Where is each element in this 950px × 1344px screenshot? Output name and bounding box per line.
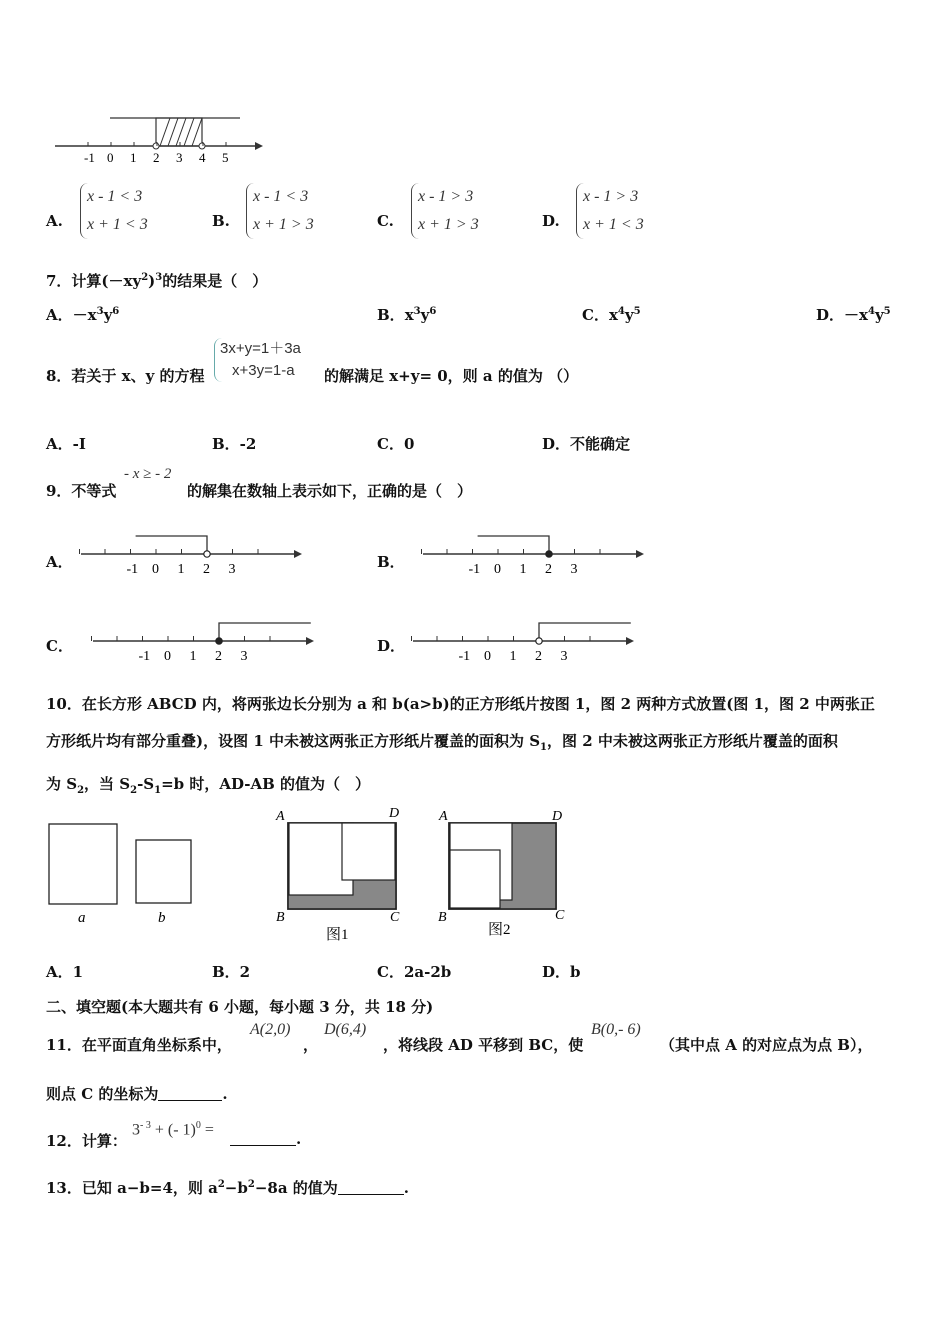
q8-stem-post: 的解满足 x+y= 0，则 a 的值为 （） (324, 367, 579, 385)
q11-stem-pre: 11．在平面直角坐标系中， (46, 1036, 232, 1054)
q9-numberline-b (418, 528, 648, 583)
tick-label: 1 (509, 649, 517, 664)
q12-stem: 12．计算： (46, 1132, 127, 1150)
q11-stem-mid: ，将线段 AD 平移到 BC，使 (383, 1036, 584, 1054)
tick-label: 2 (203, 562, 210, 577)
tick-label: -1 (458, 649, 471, 664)
q8-option-d: D．不能确定 (542, 435, 631, 453)
q6-option-system (576, 183, 644, 239)
inequality-line-2: x + 1 > 3 (253, 216, 314, 233)
tick-label: 1 (519, 562, 527, 577)
q6-option-system (80, 183, 148, 239)
tick-label: 2 (215, 649, 222, 664)
q6-option-letter: B. (212, 212, 230, 230)
axis-arrow (294, 550, 302, 558)
tick-label: 3 (176, 150, 183, 165)
fig1-label-B: B (276, 910, 285, 925)
q11-sep: ， (303, 1036, 319, 1054)
q9-numberline-a (76, 528, 306, 583)
q9-numberline-c (88, 615, 318, 670)
q9-stem-pre: 9．不等式 (46, 482, 117, 500)
q7-option-c: C．$x^4y^5$ (582, 306, 641, 324)
label-a: a (78, 910, 86, 926)
tick-label: 3 (228, 562, 236, 577)
q8-option-c: C．0 (377, 435, 415, 453)
inequality-line-1: x - 1 < 3 (253, 188, 309, 205)
fig1-caption: 图1 (326, 927, 349, 943)
tick-label: -1 (126, 562, 139, 577)
tick-label: 1 (130, 150, 137, 165)
section-2-heading: 二、填空题(本大题共有 6 小题，每小题 3 分，共 18 分) (46, 998, 434, 1016)
tick-label: 3 (560, 649, 568, 664)
axis-arrow (306, 637, 314, 645)
q9-letter-d: D． (377, 637, 406, 655)
q9-inequality: - x ≥ - 2 (124, 466, 172, 482)
fig1-label-C: C (390, 910, 400, 925)
open-dot (204, 551, 210, 557)
fig1-label-A: A (276, 809, 285, 824)
closed-dot (216, 638, 222, 644)
q13-stem: 13．已知 a−b=4，则 $a^2-b^2-8a$ 的值为 . (46, 1179, 410, 1197)
q13-answer-blank[interactable] (338, 1180, 404, 1195)
inequality-line-1: x - 1 < 3 (87, 188, 143, 205)
inequality-line-2: x + 1 > 3 (418, 216, 479, 233)
tick-label: -1 (468, 562, 481, 577)
inequality-line-1: x - 1 > 3 (583, 188, 639, 205)
q9-letter-a: A． (46, 553, 73, 571)
q8-option-a: A．-I (46, 435, 86, 453)
tick-label: 5 (222, 150, 229, 165)
tick-label: 4 (199, 150, 206, 165)
tick-label: 0 (484, 649, 491, 664)
q9-numberline-d (408, 615, 638, 670)
tick-label: 2 (535, 649, 542, 664)
tick-label: 2 (153, 150, 160, 165)
fig2-caption: 图2 (488, 922, 511, 938)
axis-arrow (626, 637, 634, 645)
top-number-line (50, 110, 265, 170)
figure-1 (275, 806, 400, 943)
tick-label: 1 (177, 562, 185, 577)
fig2-label-D: D (552, 809, 563, 824)
q10-option-d: D．b (542, 963, 581, 981)
q6-option-system (246, 183, 314, 239)
q11-line2: 则点 C 的坐标为 . (46, 1085, 228, 1103)
axis-arrow (636, 550, 644, 558)
q10-stem: 10．在长方形 ABCD 内，将两张边长分别为 a 和 b(a>b)的正方形纸片按图 1，图 2 两种方式放置(图 1，图 2 中两张正 方形纸片均有部分重叠)，设图 1 中未被这两张正方形纸片覆盖的面积为 $S_1$，图 2 中未被这两张正方形纸片覆盖的面积 为 $S_2$，当 $S_2-S_1=b$ 时，AD-AB 的值为（ ） (46, 695, 875, 796)
tick-label: 1 (189, 649, 197, 664)
q7-option-d: D．$-x^4y^5$ (816, 306, 891, 324)
q9-stem-post: 的解集在数轴上表示如下，正确的是（ ） (187, 482, 473, 500)
tick-label: -1 (84, 150, 95, 165)
tick-label: 0 (494, 562, 501, 577)
q11-point-b: B(0,- 6) (591, 1021, 641, 1038)
tick-label: 0 (152, 562, 159, 577)
q7-option-a: A．$-x^3y^6$ (46, 306, 120, 324)
q11-answer-blank[interactable] (158, 1086, 222, 1101)
q7-option-b: B．$x^3y^6$ (377, 306, 437, 324)
square-b (136, 840, 191, 903)
q9-letter-b: B． (377, 553, 405, 571)
q8-system: 3x+y=1＋3a x+3y=1-a (214, 338, 301, 382)
figure-2 (438, 809, 565, 938)
solution-bracket (136, 536, 207, 554)
tick-label: -1 (138, 649, 151, 664)
q10-option-c: C．2a-2b (377, 963, 452, 981)
q8-stem-pre: 8．若关于 x、y 的方程 (46, 367, 205, 385)
fig2-label-A: A (439, 809, 448, 824)
q11-point-a: A(2,0) (250, 1021, 291, 1038)
tick-label: 3 (240, 649, 248, 664)
q6-option-letter: C. (377, 212, 394, 230)
tick-label: 0 (107, 150, 114, 165)
q9-letter-c: C． (46, 637, 73, 655)
solution-bracket (539, 623, 631, 641)
inequality-line-1: x - 1 > 3 (418, 188, 474, 205)
q6-option-letter: A. (46, 212, 63, 230)
tick-label: 0 (164, 649, 171, 664)
q6-option-letter: D. (542, 212, 560, 230)
q10-option-a: A．1 (46, 963, 84, 981)
closed-dot (546, 551, 552, 557)
solution-bracket (219, 623, 311, 641)
q10-option-b: B．2 (212, 963, 251, 981)
label-b: b (158, 910, 166, 926)
q11-stem-post: （其中点 A 的对应点为点 B）， (660, 1036, 873, 1054)
open-dot (536, 638, 542, 644)
q8-option-b: B．-2 (212, 435, 257, 453)
q12-answer: . (230, 1130, 301, 1148)
q12-answer-blank[interactable] (230, 1131, 296, 1146)
tick-label: 3 (570, 562, 578, 577)
q12-expression: $3^{- 3}$ + (- 1)$^0$ = (132, 1120, 214, 1139)
fig1-label-D: D (389, 806, 400, 821)
q11-point-d: D(6,4) (324, 1021, 367, 1038)
fig2-label-C: C (555, 908, 565, 923)
inequality-line-2: x + 1 < 3 (583, 216, 644, 233)
square-a (49, 824, 117, 904)
q7-stem: 7．计算$(-xy^2)^3$的结果是（ ） (46, 272, 268, 290)
inequality-line-2: x + 1 < 3 (87, 216, 148, 233)
solution-bracket (478, 536, 549, 554)
fig2-label-B: B (438, 910, 447, 925)
tick-label: 2 (545, 562, 552, 577)
q6-option-system (411, 183, 479, 239)
q10-figures (40, 800, 580, 950)
